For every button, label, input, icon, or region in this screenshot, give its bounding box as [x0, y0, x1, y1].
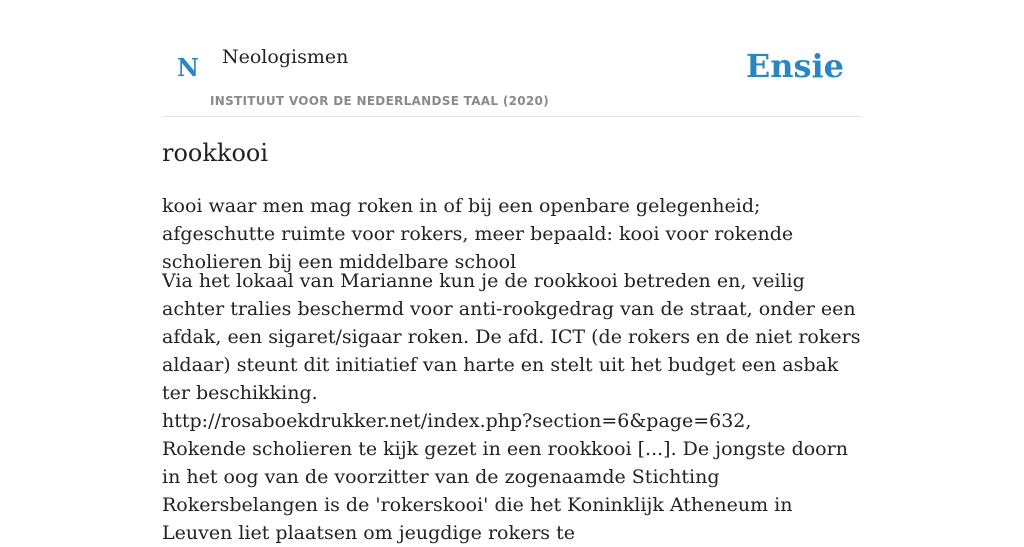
definition-text: kooi waar men mag roken in of bij een openbare gelegenheid; afgeschutte ruimte voor rokers, meer bepaald: kooi voor rokende scholieren bij een middelbare school: [162, 195, 794, 273]
source-title-link[interactable]: Neologismen: [222, 46, 349, 68]
example-text: Via het lokaal van Marianne kun je de rookkooi betreden en, veilig achter tralies beschermd voor anti-rookgedrag van de straat, onder een afdak, een sigaret/sigaar roken. De afd. ICT (de rokers en de niet rokers aldaar) steunt dit initiatief van harte en stelt uit het budget een asbak ter beschikking.: [162, 270, 861, 404]
source-header: [162, 0, 862, 117]
source-logo: N: [177, 53, 199, 82]
example-quote: [162, 267, 862, 435]
example-source: http://rosaboekdrukker.net/index.php?section=6&page=632,: [162, 410, 752, 432]
source-meta: INSTITUUT VOOR DE NEDERLANDSE TAAL (2020): [210, 94, 549, 108]
headword: rookkooi: [162, 139, 269, 167]
ensie-logo-link[interactable]: Ensie: [745, 47, 844, 85]
entry-page: [162, 0, 862, 544]
example-quote-2: Rokende scholieren te kijk gezet in een rookkooi [...]. De jongste doorn in het oog van de voorzitter van de zogenaamde Stichting Rokersbelangen is de 'rokerskooi' die het Koninklijk Atheneum in Leuven liet plaatsen om jeugdige rokers te: [162, 438, 848, 544]
